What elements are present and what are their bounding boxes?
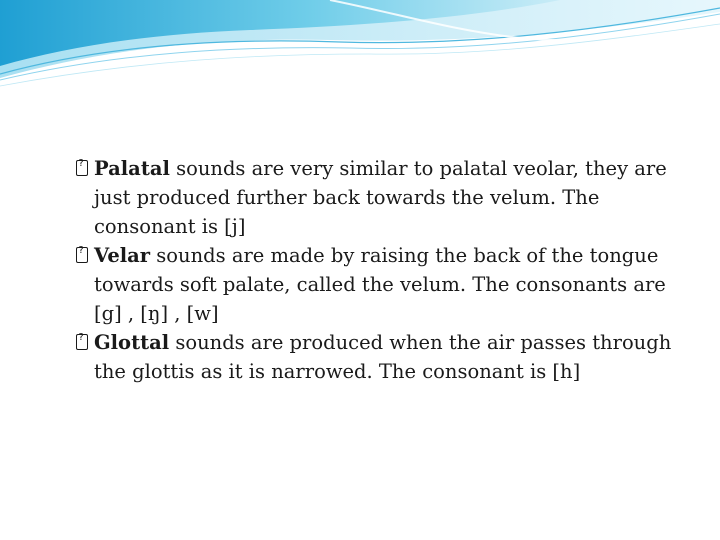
- bullet-marker-icon: [76, 160, 88, 176]
- bullet-text-glottal: sounds are produced when the air passes through the glottis as it is narrowed. The consonant is [h]: [94, 331, 672, 383]
- bullet-marker-icon: [76, 334, 88, 350]
- term-velar: Velar: [94, 244, 151, 267]
- bullet-marker-icon: [76, 247, 88, 263]
- bullet-palatal: [76, 154, 676, 241]
- bullet-glottal: [76, 328, 676, 386]
- term-palatal: Palatal: [94, 157, 170, 180]
- bullet-velar: [76, 241, 676, 328]
- term-glottal: Glottal: [94, 331, 170, 354]
- header-wave-decoration: [0, 0, 720, 90]
- bullet-list: [76, 154, 676, 386]
- bullet-text-palatal: sounds are very similar to palatal veolar, they are just produced further back towards the velum. The consonant is [j]: [94, 157, 667, 238]
- bullet-text-velar: sounds are made by raising the back of the tongue towards soft palate, called the velum. The consonants are [g] , [ŋ] , [w]: [94, 244, 666, 325]
